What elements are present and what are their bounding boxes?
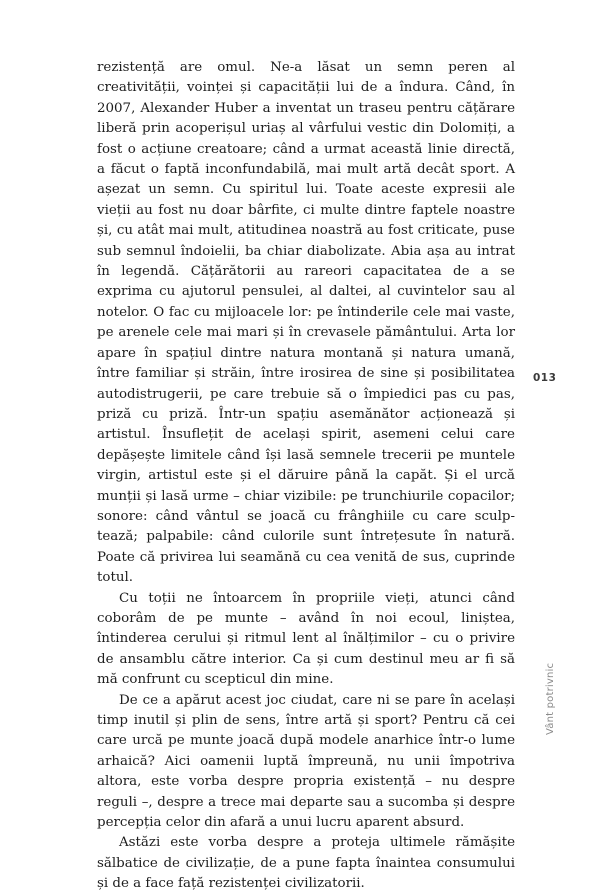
paragraph-4: Astăzi este vorba despre a proteja ultimele rămășite sălbatice de civilizație, de a pune fapta înaintea consumului și de a face față rezistenței civilizatorii. xyxy=(97,835,515,892)
paragraph-1: rezistență are omul. Ne-a lăsat un semn peren al creativității, voinței și capacității lui de a îndura. Când, în 2007, Alexander Huber a inventat un traseu pentru cățărare liberă prin acoperișul uriaș al vârfului vestic din Dolomiți, a fost o acțiune creatoare; când a urmat această linie directă, a făcut o faptă inconfundabilă, mai mult artă decât sport. A așezat un semn. Cu spiritul lui. Toate aceste expresii ale vieții au fost nu doar bârfite, ci multe dintre faptele noastre și, cu atât mai mult, atitudinea noastră au fost criticate, puse sub semnul îndoielii, ba chiar diabolizate. Abia așa au intrat în legendă. Cățărătorii au rareori capacitatea de a se exprima cu ajutorul pensulei, al daltei, al cuvintelor sau al notelor. O fac cu mijloacele lor: pe întinderile cele mai vaste, pe arenele cele mai mari și în crevasele pământului. Arta lor apare în spațiul dintre natura montană și natura umană, între familiar și străin, între irosirea de sine și posibilitatea autodistrugerii, pe care trebuie să o împiedici pas cu pas, priză cu priză. Într-un spațiu asemănător acționează și artistul. Însuflețit de același spirit, asemeni celui care depășește limitele când își lasă semnele trecerii pe muntele virgin, artistul este și el dăruire până la capăt. Și el urcă munții și lasă urme – chiar vizibile: pe trunchiurile copacilor; sonore: când vântul se joacă cu frânghiile cu care sculptează; palpabile: când culorile sunt întrețesute în natură. Poate că privirea lui seamănă cu cea venită de sus, cuprinde totul. xyxy=(97,60,515,586)
body-text xyxy=(97,58,515,895)
paragraph-2: Cu toții ne întoarcem în propriile vieți, atunci când coborâm de pe munte – având în noi ecoul, liniștea, întinderea cerului și ritmul lent al înălțimilor – cu o privire de ansamblu către interior. Ca și cum destinul meu ar fi să mă confrunt cu scepticul din mine. xyxy=(97,590,515,688)
page-number: 013 xyxy=(533,372,557,384)
paragraph-3: De ce a apărut acest joc ciudat, care ni se pare în același timp inutil și plin de sens, între artă și sport? Pentru că cei care urcă pe munte joacă după modele anarhice într-o lume arhaică? Aici oamenii luptă împreună, nu unii împotriva altora, este vorba despre propria existență – nu despre reguli –, despre a trece mai departe sau a sucomba și despre percepția celor din afară a unui lucru aparent absurd. xyxy=(97,692,515,831)
running-title: Vânt potrivnic xyxy=(545,662,556,735)
